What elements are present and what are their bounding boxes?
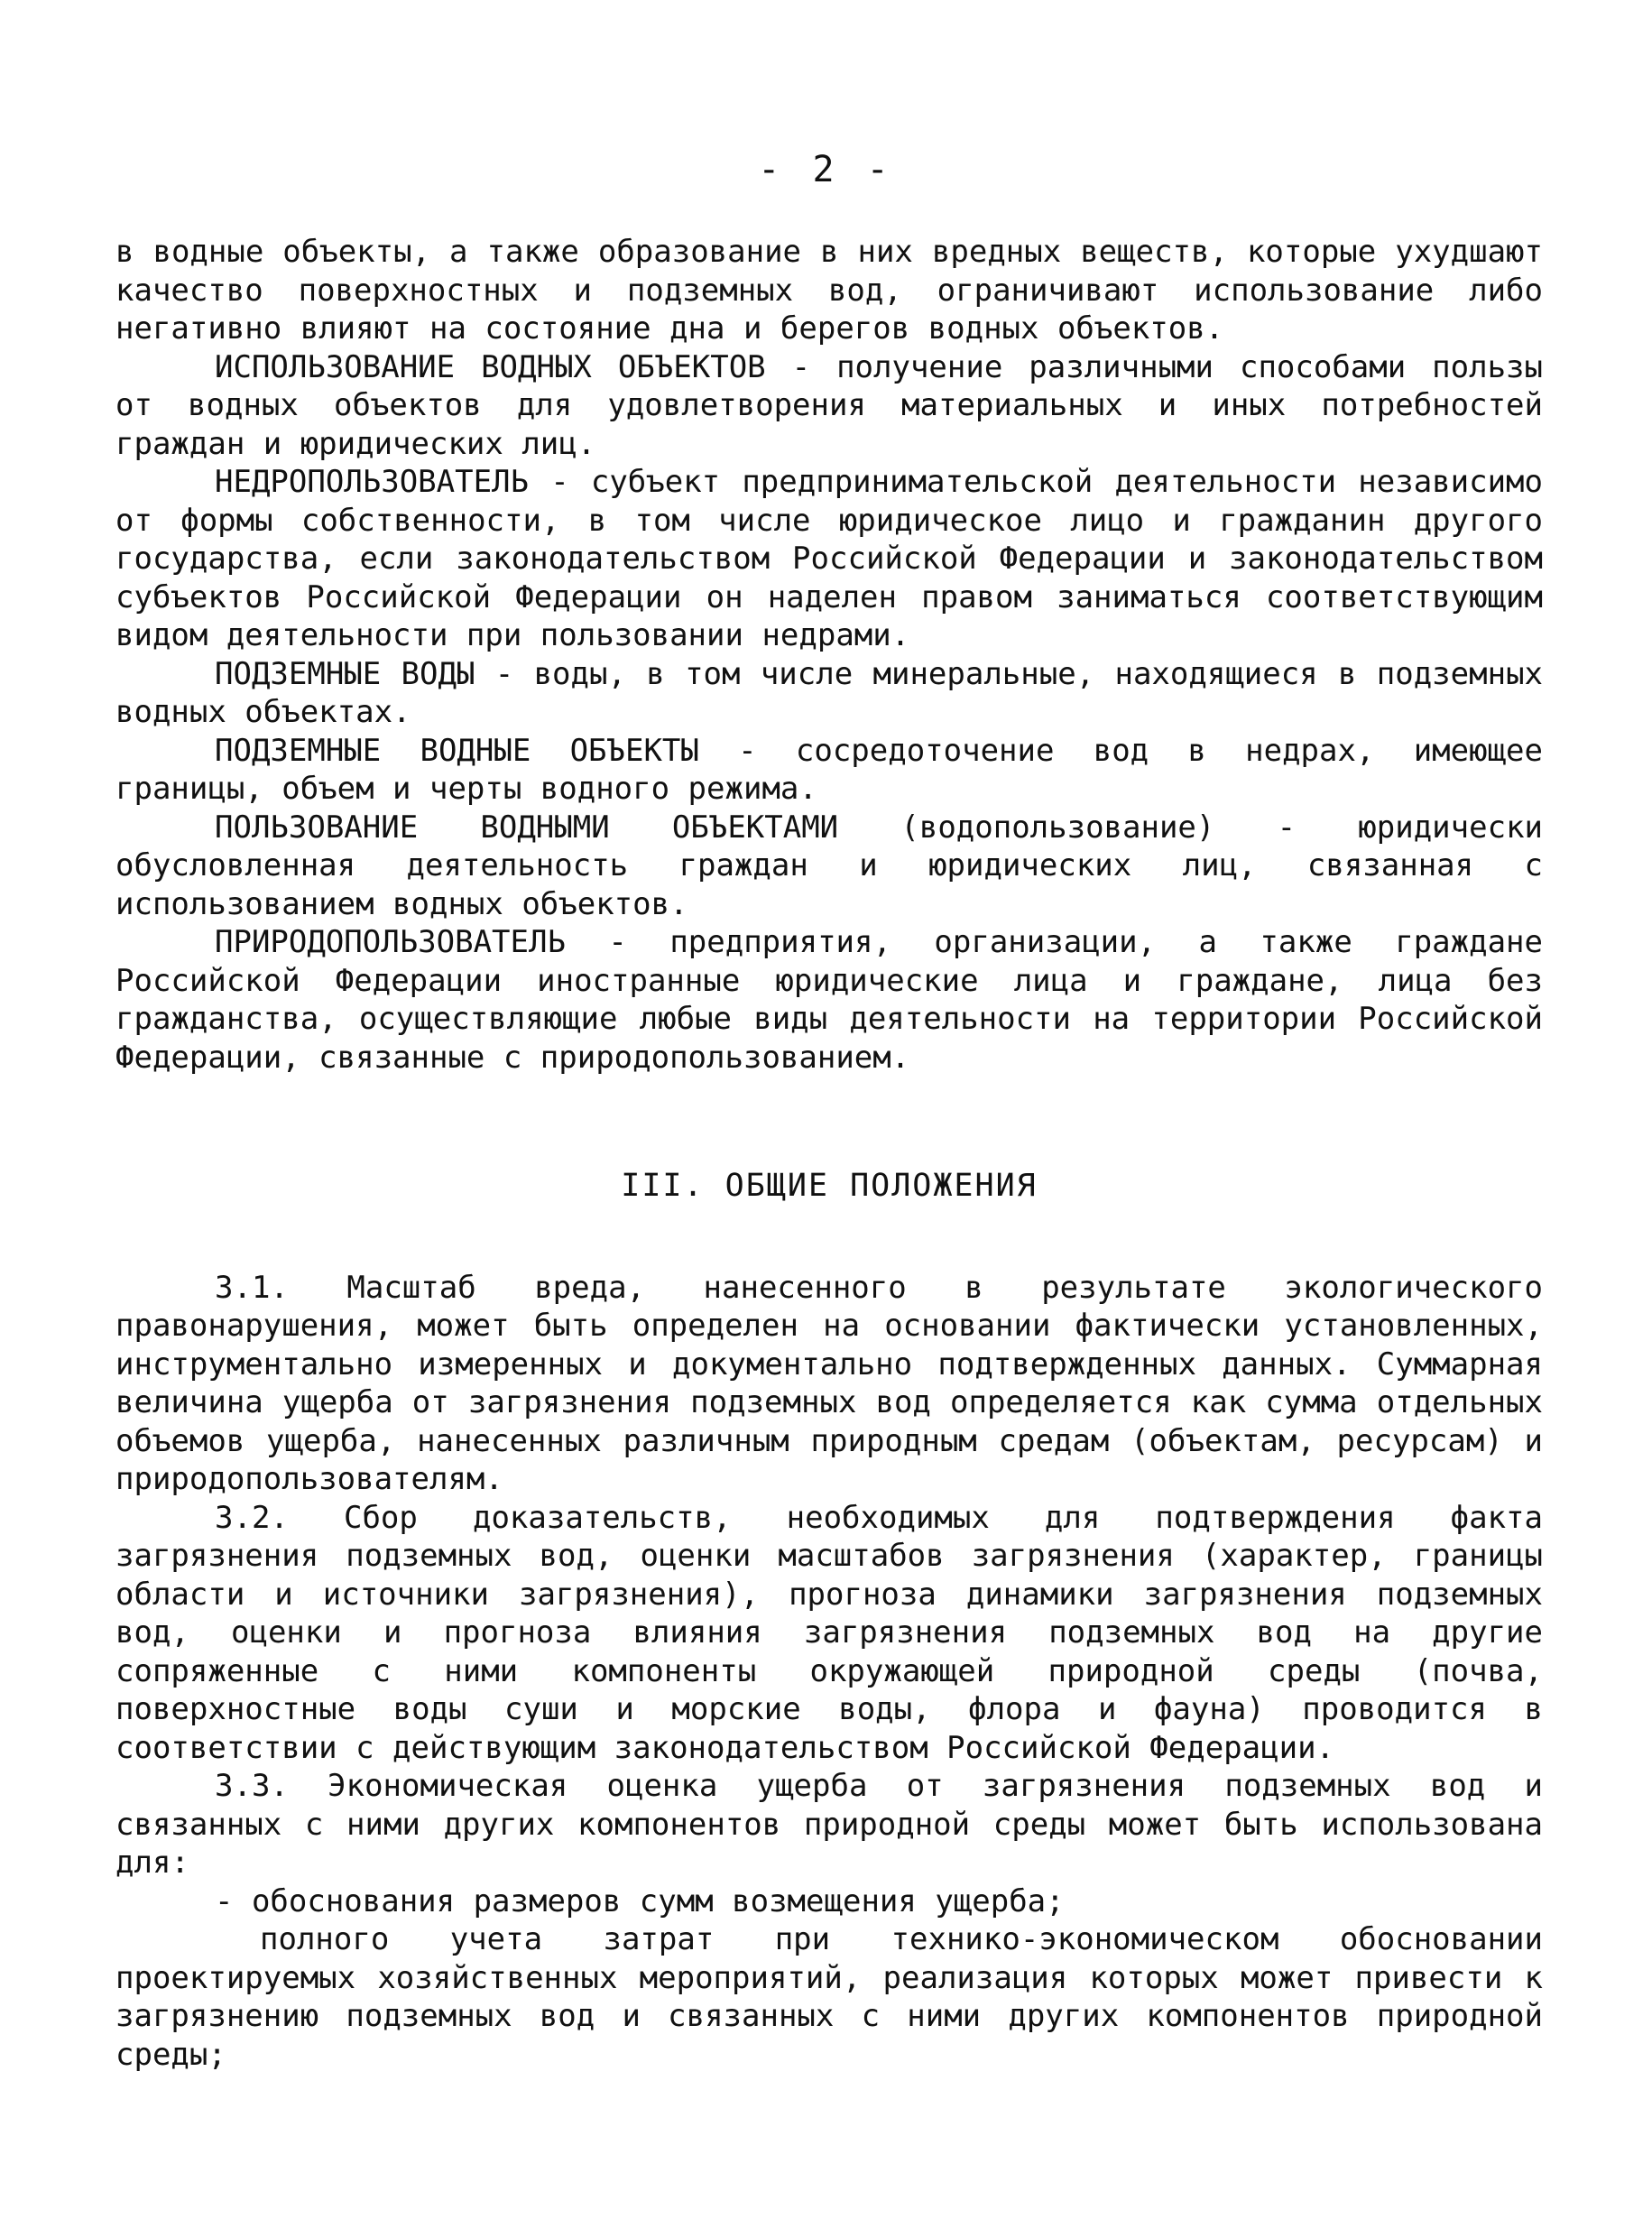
paragraph-3-3: 3.3. Экономическая оценка ущерба от загрязнения подземных вод и связанных с ними других компонентов природной среды может быть использована для: <box>115 1768 1543 1881</box>
definition-groundwater <box>115 655 1543 732</box>
definition-subsoil-user <box>115 463 1543 655</box>
definition-text: - получение различными способами пользы от водных объектов для удовлетворения материальных и иных потребностей граждан и юридических лиц. <box>115 348 1544 462</box>
paragraph-3-2: 3.2. Сбор доказательств, необходимых для подтверждения факта загрязнения подземных вод, оценки масштабов загрязнения (характер, границы области и источники загрязнения), прогноза динамики загрязнения подземных вод, оценки и прогноза влияния загрязнения подземных вод на другие сопряженные с ними компоненты окружающей природной среды (почва, поверхностные воды суши и морские воды, флора и фауна) проводится в соответствии с действующим законодательством Российской Федерации. <box>115 1499 1543 1766</box>
definition-term: ПОДЗЕМНЫЕ ВОДЫ <box>215 655 475 692</box>
definition-text: в водные объекты, а также образование в них вредных веществ, которые ухудшают качество поверхностных и подземных вод, ограничивают использование либо негативно влияют на состояние дна и берегов водных объектов. <box>115 234 1543 347</box>
definition-water-body-use <box>115 809 1543 924</box>
definition-water-use <box>115 348 1543 464</box>
page-number: - 2 - <box>758 149 894 190</box>
definition-term: ПОЛЬЗОВАНИЕ ВОДНЫМИ ОБЪЕКТАМИ <box>215 809 839 846</box>
definition-text: - сосредоточение вод в недрах, имеющее границы, объем и черты водного режима. <box>115 732 1543 807</box>
list-item: - обоснования размеров сумм возмещения ущерба; <box>215 1882 1065 1919</box>
definition-text: - субъект предпринимательской деятельности независимо от формы собственности, в том числе юридическое лицо и гражданин другого государства, если законодательством Российской Федерации и законодательством субъектов Российской Федерации он наделен правом заниматься соответствующим видом деятельности при пользовании недрами. <box>115 464 1543 653</box>
paragraph-3-1: 3.1. Масштаб вреда, нанесенного в результате экологического правонарушения, может быть определен на основании фактически установленных, инструментально измеренных и документально подтвержденных данных. Суммарная величина ущерба от загрязнения подземных вод определяется как сумма отдельных объемов ущерба, нанесенных различным природным средам (объектам, ресурсам) и природопользователям. <box>115 1269 1543 1497</box>
definition-text: (водопользование) - юридически обусловленная деятельность граждан и юридических лиц, связанная с использованием водных объектов. <box>115 809 1544 922</box>
document-body <box>115 233 1543 2074</box>
definition-continuation <box>115 233 1543 348</box>
section-heading: III. ОБЩИЕ ПОЛОЖЕНИЯ <box>621 1168 1038 1204</box>
definition-term: ИСПОЛЬЗОВАНИЕ ВОДНЫХ ОБЪЕКТОВ <box>215 348 766 385</box>
definition-term: НЕДРОПОЛЬЗОВАТЕЛЬ <box>215 464 529 500</box>
definition-term: ПОДЗЕМНЫЕ ВОДНЫЕ ОБЪЕКТЫ <box>215 732 699 769</box>
definition-term: ПРИРОДОПОЛЬЗОВАТЕЛЬ <box>215 924 566 960</box>
definition-text: - предприятия, организации, а также граждане Российской Федерации иностранные юридические лица и граждане, лица без гражданства, осуществляющие любые виды деятельности на территории Российской Федерации, связанные с природопользованием. <box>115 924 1543 1076</box>
definition-groundwater-bodies <box>115 732 1543 809</box>
list-item: полного учета затрат при технико-экономическом обосновании проектируемых хозяйственных мероприятий, реализация которых может привести к загрязнению подземных вод и связанных с ними других компонентов природной среды; <box>115 1921 1543 2073</box>
definition-nature-user <box>115 923 1543 1077</box>
definition-text: - воды, в том числе минеральные, находящиеся в подземных водных объектах. <box>115 655 1544 730</box>
